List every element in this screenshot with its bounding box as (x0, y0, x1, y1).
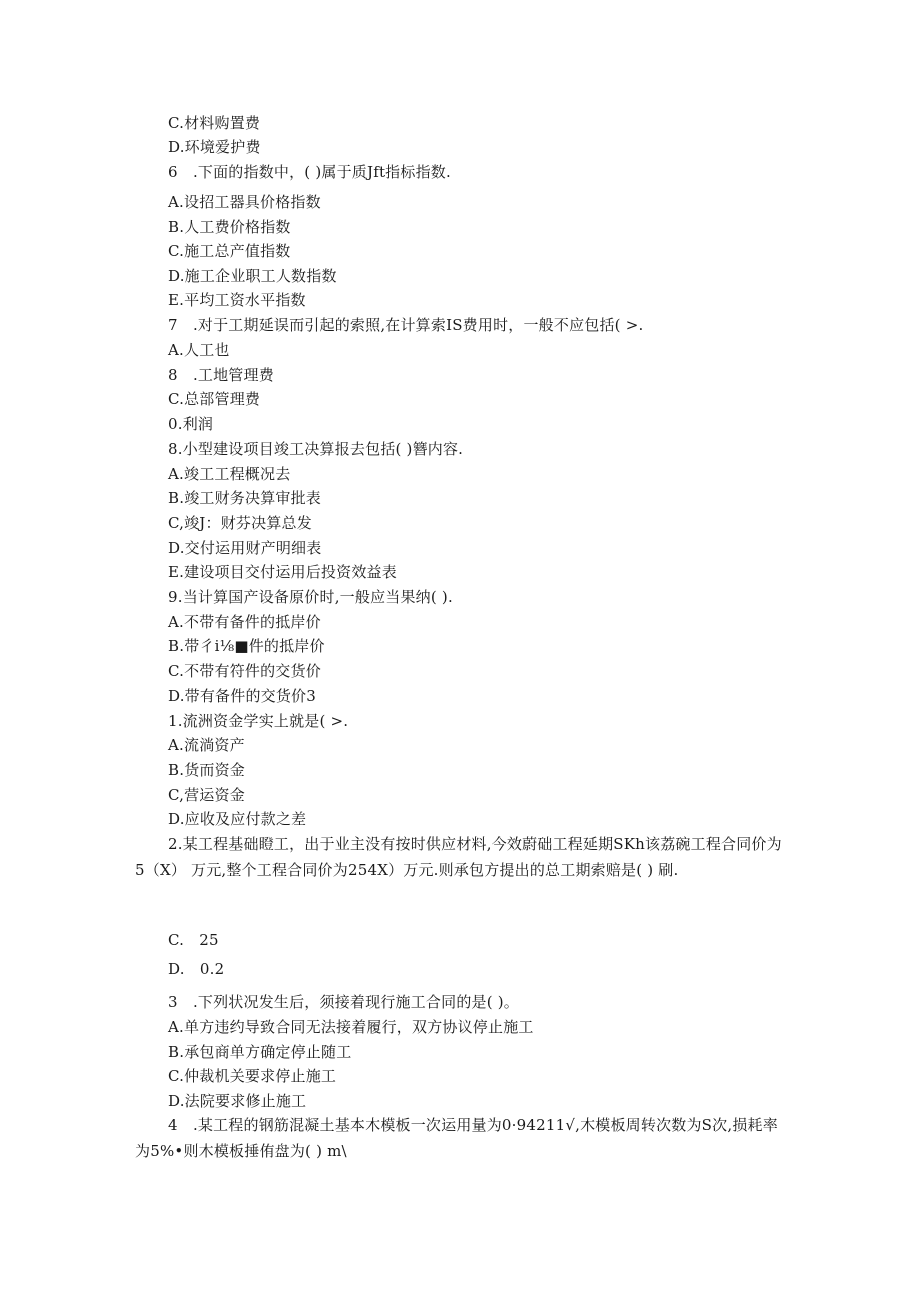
question-6: 6 .下面的指数中，( )属于质Jft指标指数. (168, 163, 451, 181)
question-4-line-2: 为5%•则木模板捶侑盘为( ) m\ (135, 1142, 347, 1160)
q8-option-c: C,竣J：财芬决算总发 (168, 514, 312, 532)
q6-option-c: C.施工总产值指数 (168, 242, 291, 260)
q8-option-b: B.竣工财务决算审批表 (168, 489, 321, 507)
q3-option-c: C.仲裁机关要求停止施工 (168, 1067, 337, 1085)
q3-option-d: D.法院要求修止施工 (168, 1092, 307, 1110)
question-2-line-1: 2.某工程基础瞪工，出于业主没有按时供应材料,今效蔚础工程延期SKh该荔碗工程合同价为 (168, 835, 782, 853)
q2-option-d: D. 0.2 (168, 960, 225, 978)
q8-option-d: D.交付运用财产明细表 (168, 539, 322, 557)
question-4-line-1: 4 .某工程的钢筋混凝土基本木模板一次运用量为0·94211√,木模板周转次数为S次,损耗率 (168, 1116, 778, 1134)
q9-option-a: A.不带有备件的抵岸价 (168, 613, 321, 631)
option-c-material-fee: C.材料购置费 (168, 114, 261, 132)
question-3: 3 .下列状况发生后，须接着现行施工合同的是( )。 (168, 993, 519, 1011)
question-1: 1.流洲资金学实上就是( >. (168, 712, 349, 730)
q8-option-e: E.建设项目交付运用后投资效益表 (168, 563, 397, 581)
q1-option-c: C,营运资金 (168, 786, 245, 804)
option-d-environment-fee: D.环境爱护费 (168, 138, 261, 156)
q3-option-a: A.单方违约导致合同无法接着履行，双方协议停止施工 (168, 1018, 534, 1036)
q2-option-c: C. 25 (168, 931, 219, 949)
question-9: 9.当计算国产设备原价时,一般应当果纳( ). (168, 588, 453, 606)
q6-option-e: E.平均工资水平指数 (168, 291, 306, 309)
q1-option-d: D.应收及应付款之差 (168, 810, 307, 828)
question-8: 8.小型建设项目竣工决算报去包括( )簪内容. (168, 440, 464, 458)
q7-option-d: 0.利润 (168, 415, 214, 433)
q7-option-c: C.总部管理费 (168, 390, 261, 408)
q6-option-a: A.设招工器具价格指数 (168, 193, 321, 211)
q9-option-c: C.不带有符件的交货价 (168, 662, 321, 680)
q1-option-a: A.流淌资产 (168, 736, 245, 754)
question-7: 7 .对于工期延误而引起的索照,在计算索IS费用时，一般不应包括( >. (168, 316, 644, 334)
q8-option-a: A.竣工工程概况去 (168, 465, 291, 483)
q7-option-a: A.人工也 (168, 341, 230, 359)
q3-option-b: B.承包商单方确定停止随工 (168, 1043, 352, 1061)
q7-option-b: 8 .工地管理费 (168, 366, 274, 384)
q1-option-b: B.货而资金 (168, 761, 245, 779)
q9-option-d: D.带有备件的交货价3 (168, 687, 317, 705)
q6-option-d: D.施工企业职工人数指数 (168, 267, 337, 285)
question-2-line-2: 5（X） 万元,整个工程合同价为254X）万元.则承包方提出的总工期索赔是( ) 刷. (135, 861, 679, 879)
q9-option-b: B.带彳i⅛■件的抵岸价 (168, 637, 325, 655)
q6-option-b: B.人工费价格指数 (168, 218, 291, 236)
